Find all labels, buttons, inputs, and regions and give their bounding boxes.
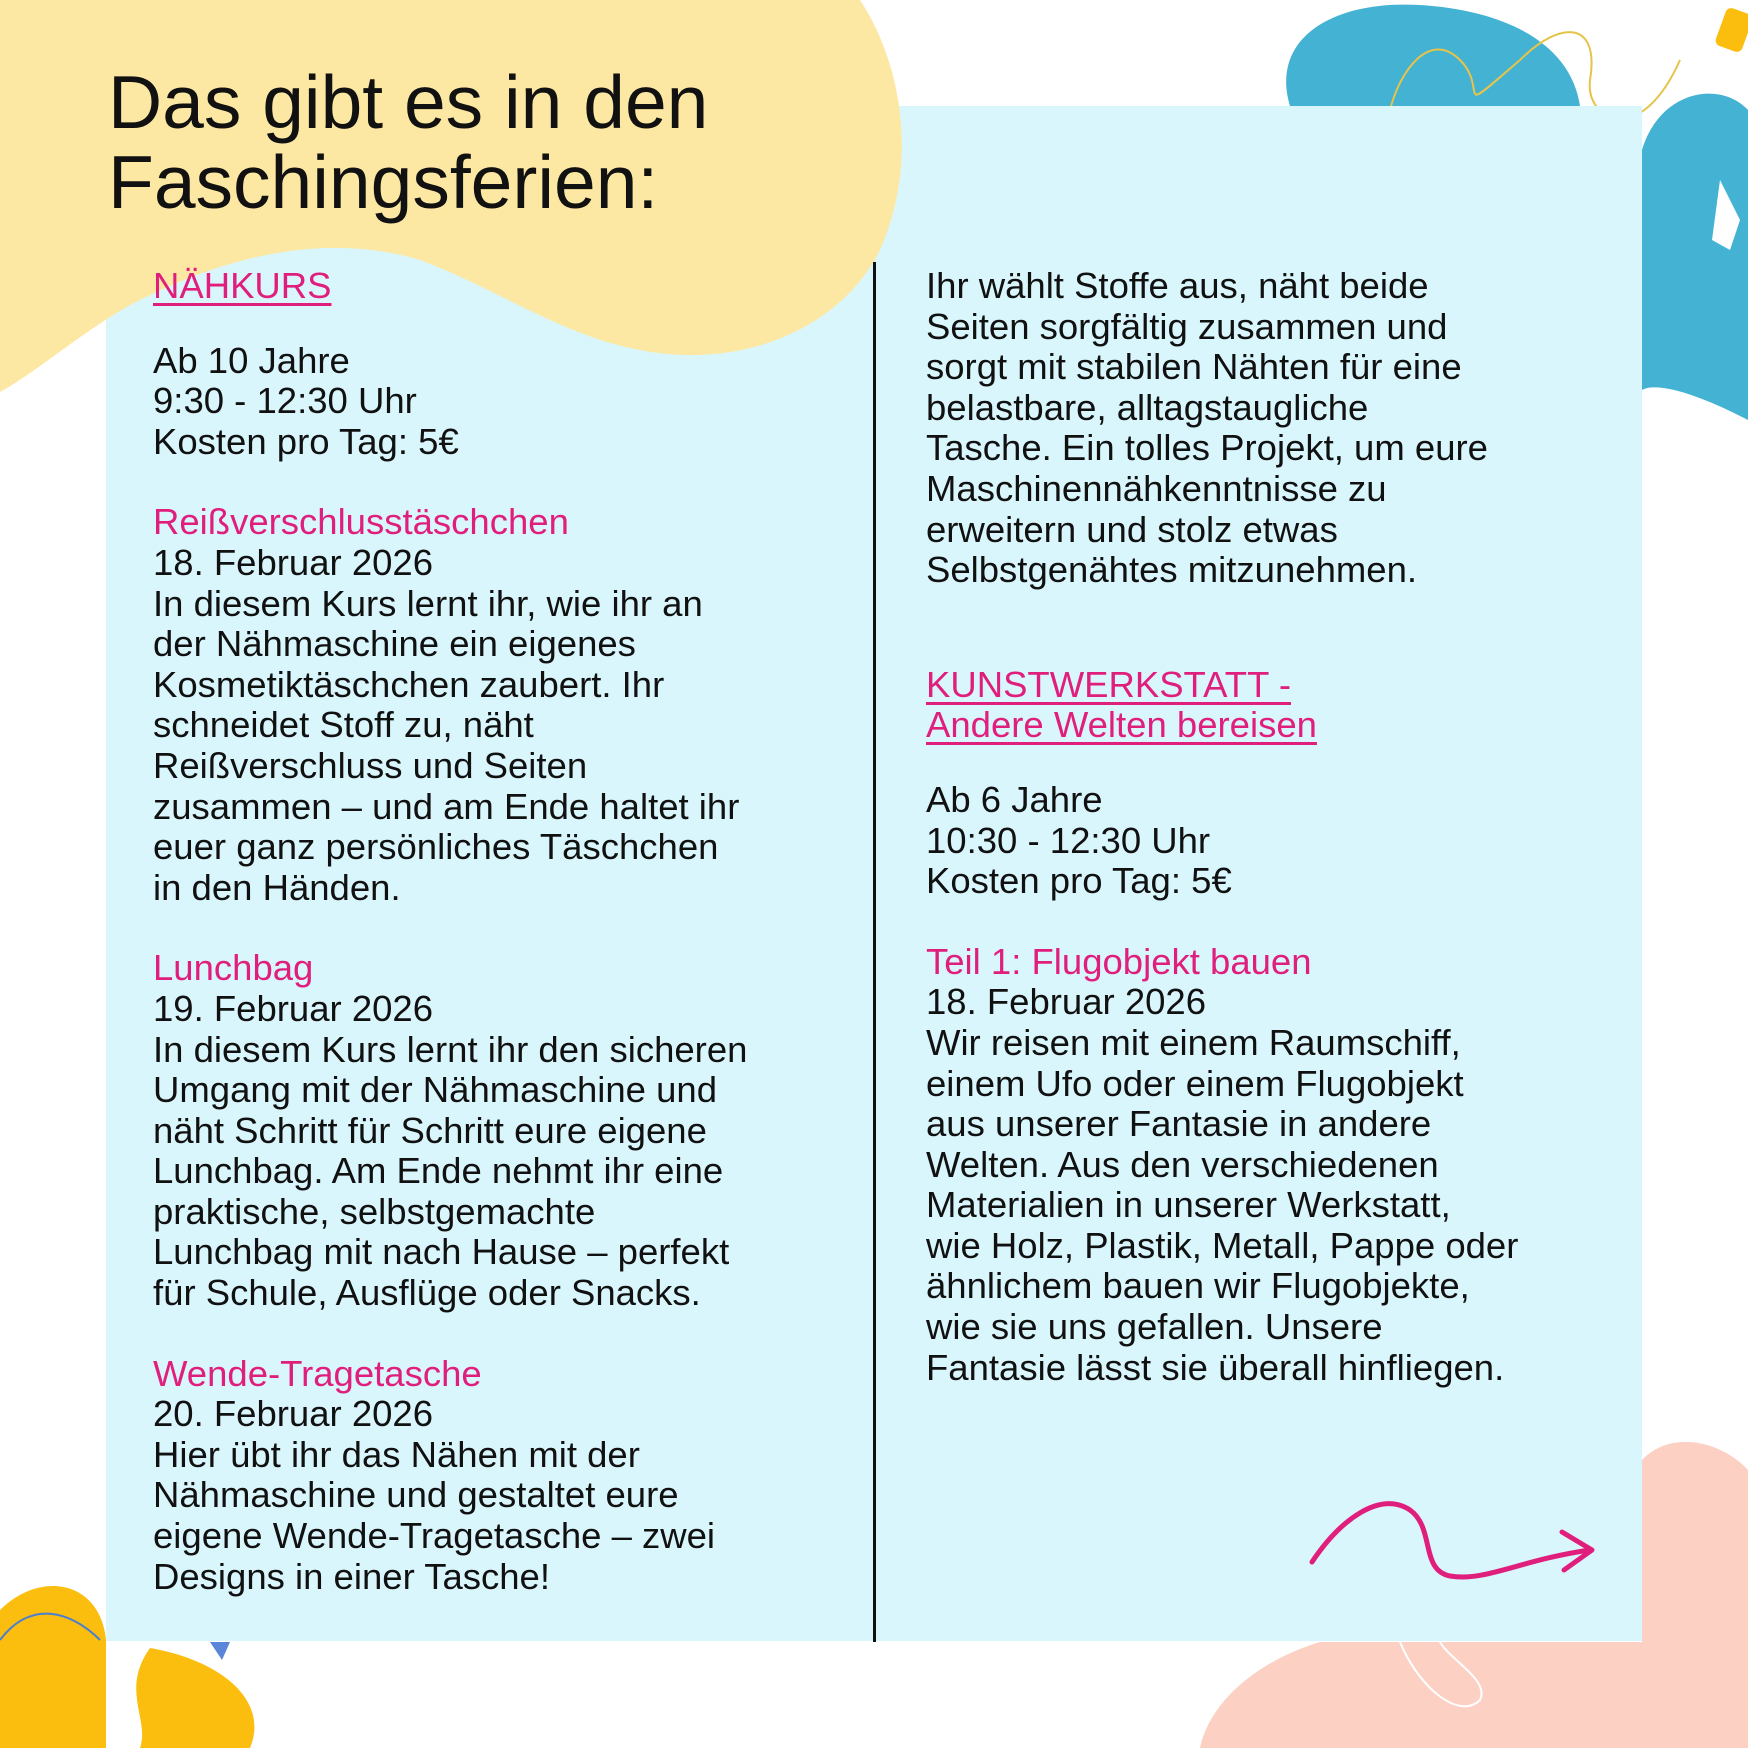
course-text-line: Materialien in unserer Werkstatt, <box>926 1184 1451 1226</box>
continued-text-line: sorgt mit stabilen Nähten für eine <box>926 346 1462 388</box>
continued-text-line: Selbstgenähtes mitzunehmen. <box>926 549 1418 591</box>
course-date: 19. Februar 2026 <box>153 987 434 1029</box>
column-divider <box>873 262 876 1642</box>
squiggle-arrow-right-icon <box>1300 1490 1600 1590</box>
course-text-line: aus unserer Fantasie in andere <box>926 1103 1432 1145</box>
blue-blob <box>1286 5 1580 106</box>
title-line-1: Das gibt es in den <box>108 60 709 144</box>
orange-blob <box>0 1586 106 1748</box>
course-text-line: Kosmetiktäschchen zaubert. Ihr <box>153 663 665 705</box>
course-date: 18. Februar 2026 <box>926 981 1207 1023</box>
continued-text-line: Seiten sorgfältig zusammen und <box>926 305 1448 347</box>
section-heading-kunstwerkstatt: KUNSTWERKSTATT - <box>926 663 1291 705</box>
course-date: 18. Februar 2026 <box>153 541 434 583</box>
course-date: 20. Februar 2026 <box>153 1393 434 1435</box>
course-text-line: Lunchbag mit nach Hause – perfekt <box>153 1231 730 1273</box>
kunstwerkstatt-time: 10:30 - 12:30 Uhr <box>926 819 1211 861</box>
course-text-line: In diesem Kurs lernt ihr, wie ihr an <box>153 582 703 624</box>
blue-blob-right <box>1642 94 1748 420</box>
course-text-line: wie sie uns gefallen. Unsere <box>926 1306 1383 1348</box>
course-text-line: schneidet Stoff zu, näht <box>153 704 534 746</box>
continued-text-line: Tasche. Ein tolles Projekt, um eure <box>926 427 1488 469</box>
title-line-2: Faschingsferien: <box>108 140 659 224</box>
course-text-line: näht Schritt für Schritt eure eigene <box>153 1109 707 1151</box>
kunstwerkstatt-age: Ab 6 Jahre <box>926 778 1103 820</box>
course-text-line: Fantasie lässt sie überall hinfliegen. <box>926 1346 1505 1388</box>
right-column <box>926 266 1606 1388</box>
course-text-line: in den Händen. <box>153 866 401 908</box>
course-text-line: für Schule, Ausflüge oder Snacks. <box>153 1272 701 1314</box>
course-text-line: euer ganz persönliches Täschchen <box>153 826 719 868</box>
course-text-line: In diesem Kurs lernt ihr den sicheren <box>153 1028 748 1070</box>
continued-text-line: erweitern und stolz etwas <box>926 508 1338 550</box>
course-text-line: einem Ufo oder einem Flugobjekt <box>926 1062 1464 1104</box>
course-text-line: Nähmaschine und gestaltet eure <box>153 1474 679 1516</box>
course-text-line: Designs in einer Tasche! <box>153 1555 550 1597</box>
course-text-line: Hier übt ihr das Nähen mit der <box>153 1433 640 1475</box>
course-title: Teil 1: Flugobjekt bauen <box>926 940 1312 982</box>
course-text-line: Lunchbag. Am Ende nehmt ihr eine <box>153 1150 724 1192</box>
course-text-line: Welten. Aus den verschiedenen <box>926 1143 1439 1185</box>
naehkurs-age: Ab 10 Jahre <box>153 339 350 381</box>
course-title: Lunchbag <box>153 947 314 989</box>
page-title <box>108 62 708 222</box>
section-heading-naehkurs: NÄHKURS <box>153 265 332 306</box>
course-text-line: der Nähmaschine ein eigenes <box>153 623 636 665</box>
naehkurs-cost: Kosten pro Tag: 5€ <box>153 420 459 462</box>
course-title: Reißverschlusstäschchen <box>153 501 569 543</box>
course-text-line: Umgang mit der Nähmaschine und <box>153 1069 718 1111</box>
course-text-line: ähnlichem bauen wir Flugobjekte, <box>926 1265 1470 1307</box>
course-title: Wende-Tragetasche <box>153 1352 482 1394</box>
course-text-line: Reißverschluss und Seiten <box>153 744 588 786</box>
left-column <box>153 266 853 1597</box>
course-text-line: Wir reisen mit einem Raumschiff, <box>926 1021 1461 1063</box>
section-subheading-kunstwerkstatt: Andere Welten bereisen <box>926 704 1317 746</box>
naehkurs-time: 9:30 - 12:30 Uhr <box>153 380 417 422</box>
course-text-line: praktische, selbstgemachte <box>153 1190 596 1232</box>
continued-text-line: Maschinennähkenntnisse zu <box>926 467 1387 509</box>
continued-text-line: Ihr wählt Stoffe aus, näht beide <box>926 265 1429 306</box>
course-text-line: eigene Wende-Tragetasche – zwei <box>153 1515 716 1557</box>
course-text-line: wie Holz, Plastik, Metall, Pappe oder <box>926 1224 1519 1266</box>
course-text-line: zusammen – und am Ende haltet ihr <box>153 785 740 827</box>
continued-text-line: belastbare, alltagstaugliche <box>926 386 1369 428</box>
kunstwerkstatt-cost: Kosten pro Tag: 5€ <box>926 860 1232 902</box>
